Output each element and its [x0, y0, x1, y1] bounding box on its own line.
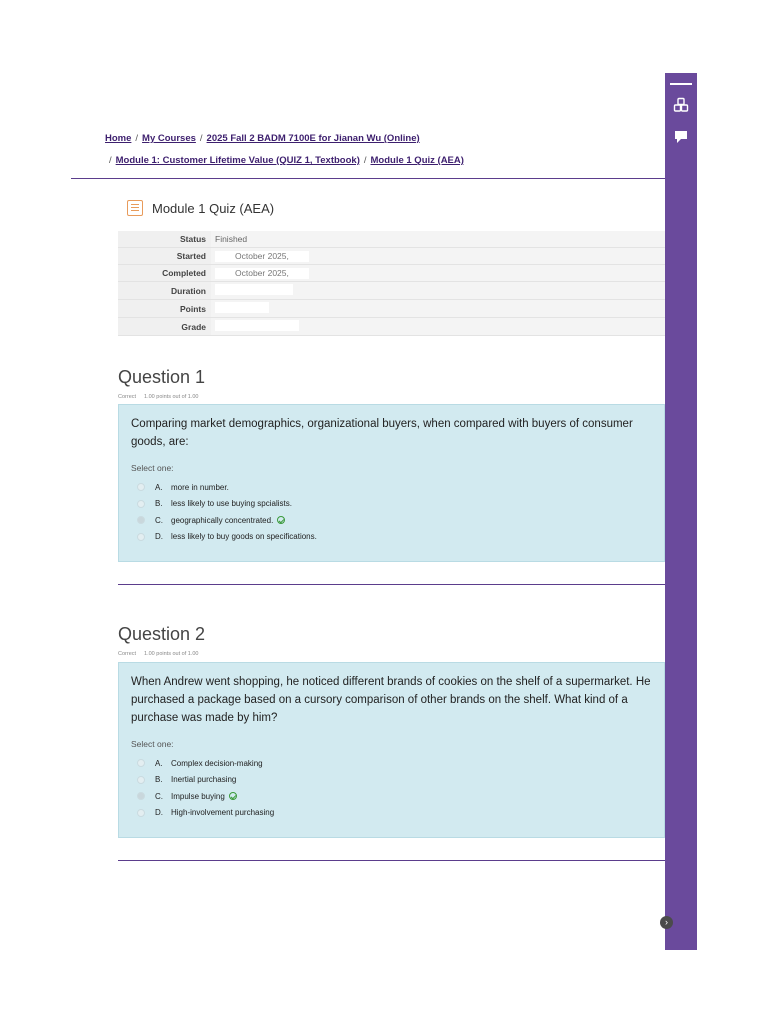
- question-divider: [118, 860, 665, 861]
- answer-option[interactable]: [131, 479, 652, 496]
- question-text: Comparing market demographics, organizational buyers, when compared with buyers of consumer goods, are:: [131, 418, 633, 448]
- question-meta: [118, 394, 206, 400]
- breadcrumb-separator: /: [135, 133, 139, 144]
- radio-button[interactable]: [137, 776, 145, 784]
- breadcrumb: [105, 128, 665, 172]
- summary-row-grade: [118, 318, 665, 336]
- summary-label: Duration: [118, 282, 211, 300]
- option-text: less likely to use buying spcialists.: [171, 499, 292, 509]
- option-text: more in number.: [171, 482, 229, 492]
- option-text: Complex decision-making: [171, 758, 263, 768]
- breadcrumb-separator: /: [199, 133, 203, 144]
- correct-check-icon: [229, 792, 237, 800]
- question-points: 1.00 points out of 1.00: [144, 394, 199, 400]
- breadcrumb-course-link[interactable]: 2025 Fall 2 BADM 7100E for Jianan Wu (Online): [206, 133, 420, 144]
- summary-row-status: [118, 231, 665, 248]
- summary-row-completed: [118, 265, 665, 282]
- summary-label: Completed: [118, 265, 211, 282]
- page-title: Module 1 Quiz (AEA): [152, 200, 275, 216]
- option-text: Inertial purchasing: [171, 775, 237, 785]
- question-title: Question 2: [118, 624, 206, 644]
- correct-check-icon: [277, 516, 285, 524]
- radio-button[interactable]: [137, 809, 145, 817]
- radio-button[interactable]: [137, 483, 145, 491]
- summary-value: [215, 302, 269, 313]
- answer-option[interactable]: [131, 772, 652, 789]
- summary-value: [215, 284, 293, 295]
- radio-button-checked[interactable]: [137, 792, 145, 800]
- option-letter: B.: [155, 775, 163, 785]
- question-points: 1.00 points out of 1.00: [144, 651, 199, 657]
- question-state: Correct: [118, 394, 137, 400]
- answer-option[interactable]: [131, 755, 652, 772]
- option-text: High-involvement purchasing: [171, 808, 275, 818]
- answer-option[interactable]: [131, 496, 652, 513]
- quiz-header: [127, 200, 274, 216]
- summary-label: Points: [118, 300, 211, 318]
- question-meta: [118, 651, 206, 657]
- question-text: When Andrew went shopping, he noticed different brands of cookies on the shelf of a supermarket. He purchased a package based on a cursory comparison of other brands on the shelf. What kind of a purchase was made by him?: [131, 676, 651, 724]
- option-letter: C.: [155, 791, 163, 801]
- select-one-label: Select one:: [131, 463, 174, 473]
- radio-button[interactable]: [137, 533, 145, 541]
- summary-row-points: [118, 300, 665, 318]
- drawer-handle: [670, 83, 692, 85]
- summary-value: [215, 320, 299, 331]
- breadcrumb-my-courses-link[interactable]: My Courses: [142, 133, 196, 144]
- question-content: [118, 662, 665, 838]
- blocks-icon[interactable]: [673, 97, 689, 113]
- breadcrumb-home-link[interactable]: Home: [105, 133, 132, 144]
- summary-row-started: [118, 248, 665, 265]
- summary-value: Finished: [211, 231, 665, 248]
- option-letter: C.: [155, 515, 163, 525]
- radio-button[interactable]: [137, 500, 145, 508]
- question-state: Correct: [118, 651, 137, 657]
- option-letter: D.: [155, 532, 163, 542]
- option-text: geographically concentrated.: [171, 515, 274, 525]
- summary-label: Started: [118, 248, 211, 265]
- breadcrumb-module-link[interactable]: Module 1: Customer Lifetime Value (QUIZ 1, Textbook): [115, 155, 360, 166]
- chat-icon[interactable]: [673, 129, 689, 145]
- answer-option[interactable]: [131, 529, 652, 546]
- breadcrumb-quiz-link[interactable]: Module 1 Quiz (AEA): [370, 155, 464, 166]
- option-letter: D.: [155, 808, 163, 818]
- option-text: Impulse buying: [171, 791, 225, 801]
- answer-option-selected[interactable]: [131, 788, 652, 805]
- question-divider: [118, 584, 665, 585]
- breadcrumb-separator: /: [109, 155, 112, 166]
- breadcrumb-separator: /: [363, 155, 367, 166]
- quiz-icon: [127, 200, 143, 216]
- summary-value: October 2025,: [215, 268, 309, 279]
- summary-row-duration: [118, 282, 665, 300]
- chevron-right-icon[interactable]: ›: [660, 916, 673, 929]
- option-text: less likely to buy goods on specifications.: [171, 532, 317, 542]
- attempt-summary-table: [118, 231, 665, 336]
- answer-option[interactable]: [131, 805, 652, 822]
- radio-button[interactable]: [137, 759, 145, 767]
- summary-label: Grade: [118, 318, 211, 336]
- question-title: Question 1: [118, 367, 206, 387]
- header-divider: [71, 178, 665, 179]
- summary-label: Status: [118, 231, 211, 248]
- option-letter: A.: [155, 482, 163, 492]
- option-letter: B.: [155, 499, 163, 509]
- question-content: [118, 404, 665, 562]
- select-one-label: Select one:: [131, 739, 174, 749]
- answer-option-selected[interactable]: [131, 512, 652, 529]
- option-letter: A.: [155, 758, 163, 768]
- radio-button-checked[interactable]: [137, 516, 145, 524]
- summary-value: October 2025,: [215, 251, 309, 262]
- right-drawer-sidebar: [665, 73, 697, 950]
